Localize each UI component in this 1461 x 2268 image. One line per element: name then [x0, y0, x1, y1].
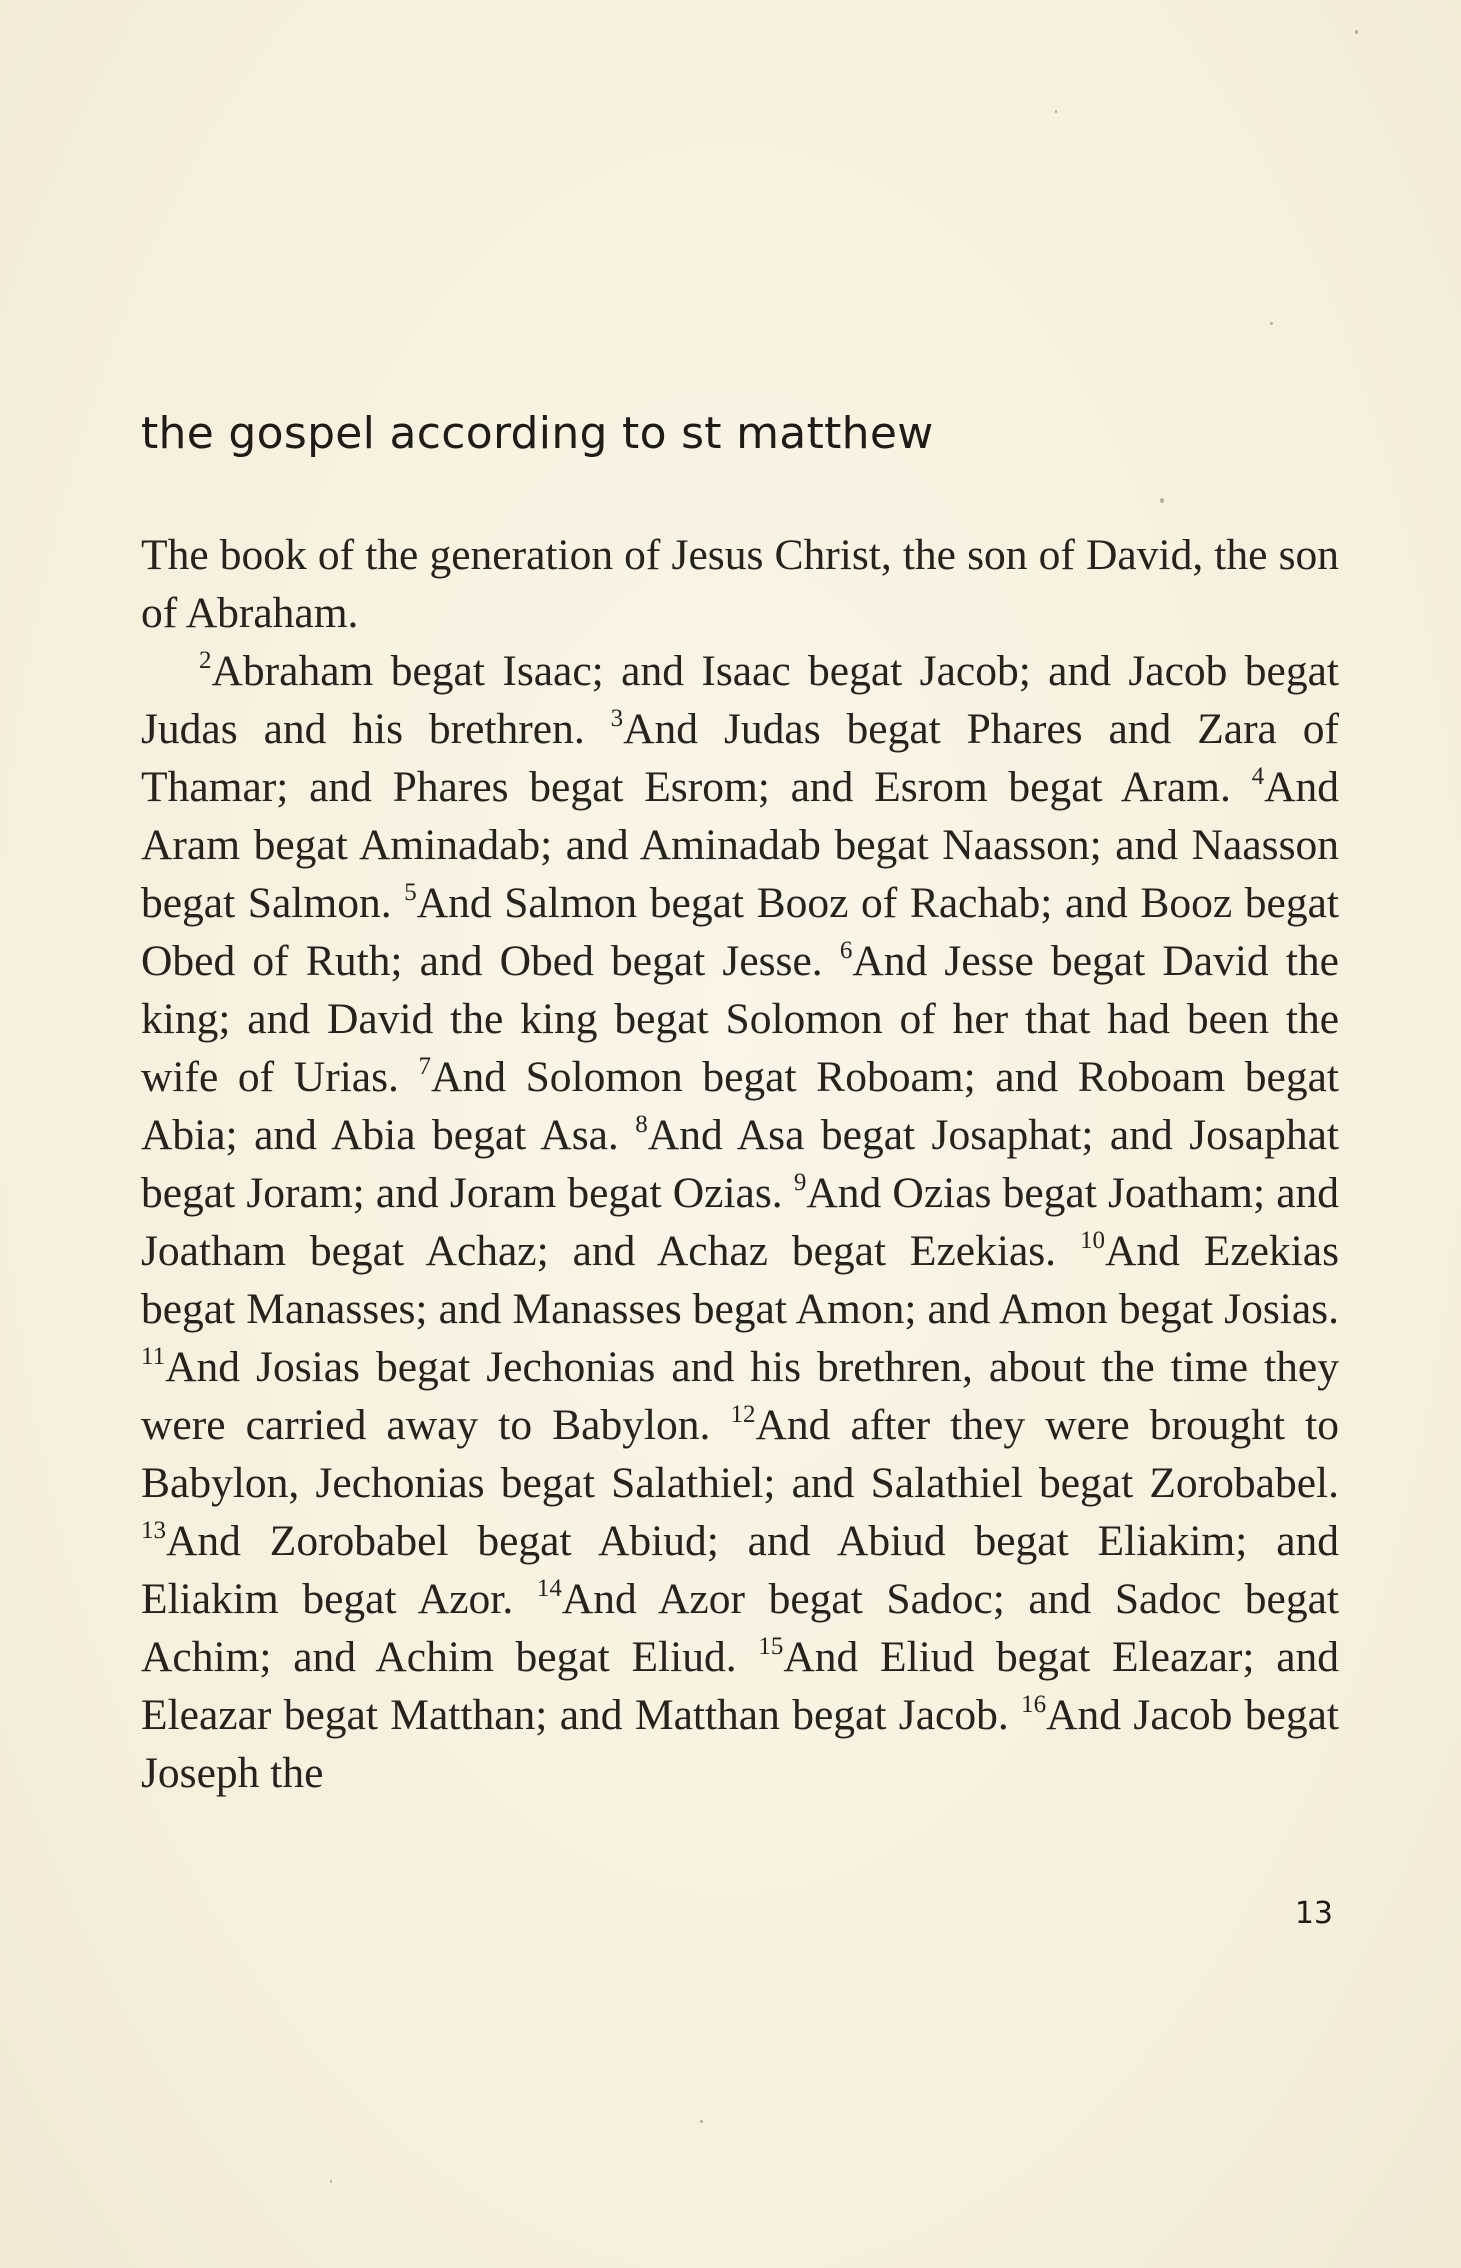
verse-number: 2	[199, 647, 212, 674]
verse-text: And Asa begat Josaphat; and Josaphat begat Joram; and Joram begat Ozias.	[141, 1111, 1339, 1217]
verse-number: 12	[730, 1401, 756, 1428]
verse-number: 16	[1021, 1691, 1047, 1718]
verse-text: Abraham begat Isaac; and Isaac begat Jacob; and Jacob begat Judas and his brethren.	[141, 647, 1339, 753]
paper-speck	[1160, 498, 1164, 503]
verse-text: And Ozias begat Joatham; and Joatham begat Achaz; and Achaz begat Ezekias.	[141, 1169, 1340, 1275]
verse-text: And Aram begat Aminadab; and Aminadab begat Naasson; and Naasson begat Salmon.	[141, 763, 1340, 927]
verse-number: 3	[610, 705, 624, 732]
verse-text: And Josias begat Jechonias and his brethren, about the time they were carried away to Babylon.	[141, 1343, 1339, 1449]
chapter-title: the gospel according to st matthew	[141, 408, 934, 459]
verse-text: And Zorobabel begat Abiud; and Abiud begat Eliakim; and Eliakim begat Azor.	[141, 1517, 1339, 1623]
verse-text: And Solomon begat Roboam; and Roboam begat Abia; and Abia begat Asa.	[141, 1053, 1339, 1159]
paper-speck	[330, 2180, 332, 2183]
paper-speck	[700, 2120, 703, 2123]
verse-number: 13	[141, 1517, 166, 1544]
paper-speck	[1055, 110, 1057, 113]
verse-number: 7	[418, 1053, 432, 1080]
verse-number: 4	[1251, 763, 1265, 790]
verse-text: And Judas begat Phares and Zara of Thamar; and Phares begat Esrom; and Esrom begat Aram.	[141, 705, 1339, 811]
paper-speck	[1270, 322, 1273, 325]
verse-number: 8	[635, 1111, 648, 1138]
verse-text: And Salmon begat Booz of Rachab; and Booz begat Obed of Ruth; and Obed begat Jesse.	[141, 879, 1340, 985]
verse-number: 5	[404, 879, 417, 906]
scripture-text	[141, 526, 1339, 1802]
verse-text: And Jacob begat Joseph the	[141, 1691, 1340, 1797]
verse-text: And Eliud begat Eleazar; and Eleazar begat Matthan; and Matthan begat Jacob.	[141, 1633, 1340, 1739]
verse-number: 6	[839, 937, 853, 964]
verse-text: And Jesse begat David the king; and David the king begat Solomon of her that had been the wife of Urias.	[141, 937, 1339, 1101]
verse-text: And Ezekias begat Manasses; and Manasses begat Amon; and Amon begat Josias.	[141, 1227, 1340, 1333]
paper-speck	[1355, 30, 1358, 34]
verse-number: 11	[141, 1343, 166, 1370]
verse-number: 15	[758, 1633, 784, 1660]
verse-text: And after they were brought to Babylon, Jechonias begat Salathiel; and Salathiel begat Zorobabel.	[141, 1401, 1339, 1507]
intro-paragraph: The book of the generation of Jesus Christ, the son of David, the son of Abraham.	[141, 531, 1339, 637]
verse-paragraph	[141, 642, 1339, 1802]
verse-number: 10	[1079, 1227, 1105, 1254]
verse-text: And Azor begat Sadoc; and Sadoc begat Achim; and Achim begat Eliud.	[141, 1575, 1340, 1681]
verse-number: 14	[536, 1575, 562, 1602]
verse-number: 9	[793, 1169, 807, 1196]
page-number: 13	[1294, 1896, 1333, 1931]
